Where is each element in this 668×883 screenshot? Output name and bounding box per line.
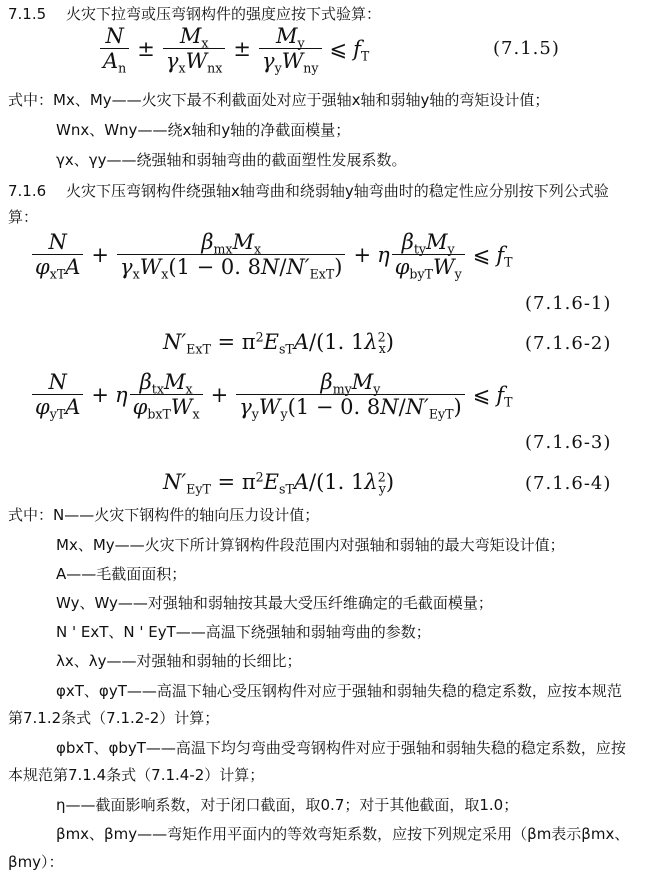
where-line: [56, 120, 350, 140]
section-number: 7.1.5: [8, 5, 47, 23]
description: ——火灾下钢构件的轴向压力设计值；: [64, 506, 320, 524]
where-line: [8, 90, 549, 110]
description: ——火灾下最不利截面处对应于强轴x轴和弱轴y轴的弯矩设计值；: [111, 91, 550, 109]
section-7-1-6-heading: [8, 181, 609, 201]
symbol: A: [56, 565, 67, 583]
description: ——截面影响系数，对于闭口截面，取0.7；对于其他截面，取1.0；: [65, 796, 519, 814]
symbol: φxT、φyT: [56, 682, 127, 700]
equation-number: (7.1.6-4): [525, 473, 612, 494]
description: ——绕x轴和y轴的净截面模量；: [137, 121, 351, 139]
where-line-continued: 本规范第7.1.4条式（7.1.4-2）计算；: [8, 766, 265, 784]
symbol: Mx、My: [53, 91, 112, 109]
where-line: [56, 824, 629, 844]
description: ——对强轴和弱轴的长细比；: [106, 652, 302, 670]
symbol: η: [56, 796, 66, 814]
formula-7-1-6-3: $\frac{N}{\varphi_{yT}A}$ + η $\frac{\beta_{tx}M_x}{\varphi_{bxT}W_x}$ + $\frac{\beta_{my}M_y}{\gamma_yW_y(1 - 0. 8N/N'_{EyT})}$ ⩽ $f_T$: [30, 370, 519, 419]
where-line: [56, 795, 518, 815]
where-line: [56, 681, 622, 701]
description: ——弯矩作用平面内的等效弯矩系数，应按下列规定采用（βm表示βmx、: [137, 825, 630, 843]
symbol: N: [53, 506, 65, 524]
equation-number: (7.1.6-1): [525, 293, 612, 314]
where-line: [56, 593, 493, 613]
where-line: [56, 150, 407, 170]
section-7-1-5-heading: [8, 4, 381, 24]
symbol: λx、λy: [56, 652, 107, 670]
where-line: [56, 564, 186, 584]
symbol: Wy、Wy: [56, 594, 118, 612]
section-number: 7.1.6: [8, 182, 47, 200]
symbol: N ' ExT、N ' EyT: [56, 623, 176, 641]
where-prefix: 式中：: [8, 506, 54, 524]
formula-7-1-6-2: $N'_{ExT} = \pi^2E_{sT}A/(1$. $1\lambda^2_x$): [163, 329, 394, 357]
formula-7-1-5: $\frac{N}{A_n}$ ± $\frac{M_x}{\gamma_xW_{nx}}$ ± $\frac{M_y}{\gamma_yW_{ny}}$ ⩽ $f_T$: [98, 24, 375, 73]
where-line: [56, 535, 565, 555]
symbol: Mx、My: [56, 536, 115, 554]
section-text: 火灾下拉弯或压弯钢构件的强度应按下式验算：: [66, 5, 382, 23]
section-text-continued: 算：: [8, 208, 39, 226]
symbol: γx、γy: [56, 151, 107, 169]
where-prefix: 式中：: [8, 91, 54, 109]
description: ——高温下均匀弯曲受弯钢构件对应于强轴和弱轴失稳的稳定系数，应按: [145, 739, 626, 757]
where-line: [8, 505, 319, 525]
description: ——绕强轴和弱轴弯曲的截面塑性发展系数。: [106, 151, 407, 169]
equation-number: (7.1.6-3): [525, 432, 612, 453]
description: ——火灾下所计算钢构件段范围内对强轴和弱轴的最大弯矩设计值；: [114, 536, 565, 554]
symbol: Wnx、Wny: [56, 121, 138, 139]
formula-7-1-6-4: $N'_{EyT} = \pi^2E_{sT}A/(1$. $1\lambda^2_y$): [163, 469, 395, 497]
where-line: [56, 651, 302, 671]
description: ——对强轴和弱轴按其最大受压纤维确定的毛截面模量；: [117, 594, 493, 612]
symbol: φbxT、φbyT: [56, 739, 146, 757]
where-line-continued: 第7.1.2条式（7.1.2-2）计算；: [8, 709, 220, 727]
section-text: 火灾下压弯钢构件绕强轴x轴弯曲和绕弱轴y轴弯曲时的稳定性应分别按下列公式验: [66, 182, 609, 200]
description: ——高温下绕强轴和弱轴弯曲的参数；: [175, 623, 431, 641]
formula-7-1-6-1: $\frac{N}{\varphi_{xT}A}$ + $\frac{\beta_{mx}M_x}{\gamma_xW_x(1 - 0. 8N/N'_{ExT})}$ + η $\frac{\beta_{ty}M_y}{\varphi_{byT}W_y}$ ⩽ $f_T$: [30, 230, 519, 279]
where-line: [56, 738, 626, 758]
where-line-continued: βmy）：: [8, 853, 64, 871]
description: ——高温下轴心受压钢构件对应于强轴和弱轴失稳的稳定系数，应按本规范: [126, 682, 622, 700]
where-line: [56, 622, 431, 642]
equation-number: (7.1.5): [493, 38, 560, 59]
description: ——毛截面面积；: [66, 565, 187, 583]
symbol: βmx、βmy: [56, 825, 138, 843]
equation-number: (7.1.6-2): [525, 333, 612, 354]
